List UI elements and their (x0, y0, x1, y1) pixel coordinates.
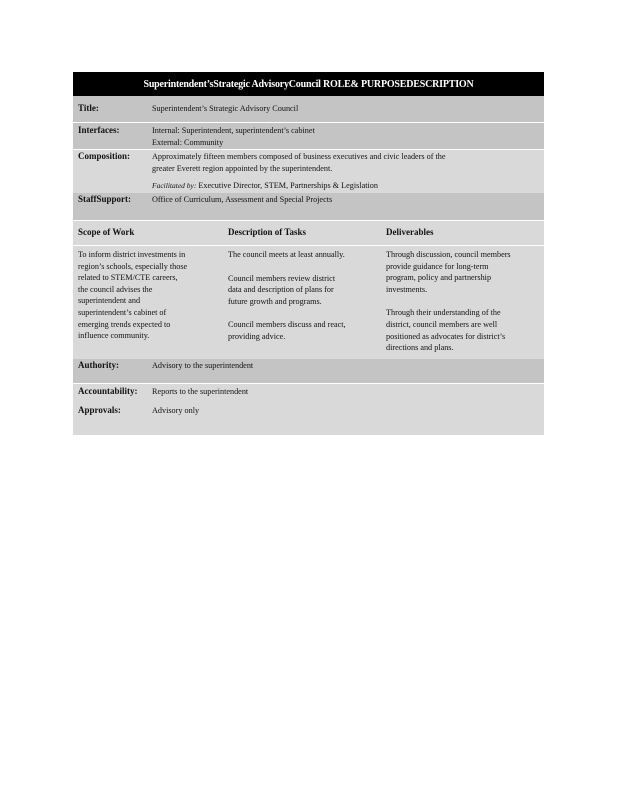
document-header: Superintendent’sStrategic AdvisoryCouncil ROLE& PURPOSEDESCRIPTION (73, 72, 544, 96)
scope-header: Scope of Work (78, 227, 135, 238)
approvals-value: Advisory only (152, 405, 200, 415)
tasks-line: Council members discuss and react, (228, 320, 346, 330)
facilitated-label: Facilitated by: (152, 181, 197, 191)
accountability-label: Accountability: (78, 385, 138, 396)
accountability-value: Reports to the superintendent (152, 386, 249, 396)
deliverables-line: Through discussion, council members (386, 249, 511, 259)
tasks-line: providing advice. (228, 331, 286, 341)
scope-line: influence community. (78, 331, 150, 341)
authority-row (73, 359, 544, 383)
approvals-row (73, 405, 544, 417)
approvals-label: Approvals: (78, 404, 121, 415)
tasks-line: data and description of plans for (228, 285, 334, 295)
title-row (73, 96, 544, 122)
scope-line: superintendent’s cabinet of (78, 307, 167, 317)
title-label: Title: (78, 103, 99, 114)
tasks-line: future growth and programs. (228, 296, 322, 306)
tasks-paragraph-1: The council meets at least annually. (228, 249, 345, 259)
composition-row (73, 149, 544, 193)
scope-cell (73, 249, 228, 359)
column-headers-row (73, 220, 544, 245)
tasks-header: Description of Tasks (228, 227, 307, 238)
facilitated-value: Executive Director, STEM, Partnerships & Legislation (198, 181, 378, 191)
composition-value (152, 151, 544, 192)
scope-line: the council advises the (78, 284, 153, 294)
authority-label: Authority: (78, 359, 119, 370)
staff-support-label: StaffSupport: (78, 193, 132, 204)
accountability-row (73, 384, 544, 398)
interfaces-internal: Internal: Superintendent, superintendent’s cabinet (152, 126, 315, 135)
interfaces-value (152, 125, 544, 148)
authority-value: Advisory to the superintendent (152, 360, 254, 370)
scope-line: To inform district investments in (78, 249, 186, 259)
deliverables-header: Deliverables (386, 227, 434, 238)
scope-line: related to STEM/CTE careers, (78, 273, 178, 283)
tasks-cell (228, 249, 386, 359)
deliverables-line: provide guidance for long-term (386, 261, 489, 271)
composition-line-1: Approximately fifteen members composed of business executives and civic leaders of the (152, 152, 446, 162)
deliverables-line: program, policy and partnership (386, 273, 492, 283)
interfaces-external: External: Community (152, 137, 224, 147)
scope-line: superintendent and (78, 296, 141, 306)
deliverables-line: Through their understanding of the (386, 308, 501, 318)
tasks-line: Council members review district (228, 273, 336, 283)
deliverables-line: directions and plans. (386, 343, 454, 353)
scope-line: emerging trends expected to (78, 319, 171, 329)
deliverables-line: district, council members are well (386, 319, 498, 329)
staff-support-row (73, 193, 544, 220)
interfaces-row (73, 122, 544, 149)
scope-line: region’s schools, especially those (78, 261, 188, 271)
composition-label: Composition: (78, 151, 131, 162)
columns-body-row (73, 245, 544, 359)
deliverables-cell (386, 249, 544, 359)
deliverables-line: positioned as advocates for district’s (386, 331, 506, 341)
interfaces-label: Interfaces: (78, 125, 120, 135)
deliverables-line: investments. (386, 284, 428, 294)
title-value: Superintendent’s Strategic Advisory Council (152, 104, 299, 114)
staff-support-value: Office of Curriculum, Assessment and Special Projects (152, 194, 333, 204)
facilitated-line (152, 180, 538, 192)
accountability-approvals-block (73, 383, 544, 435)
role-purpose-document (73, 72, 544, 435)
composition-line-2: greater Everett region appointed by the superintendent. (152, 163, 333, 173)
